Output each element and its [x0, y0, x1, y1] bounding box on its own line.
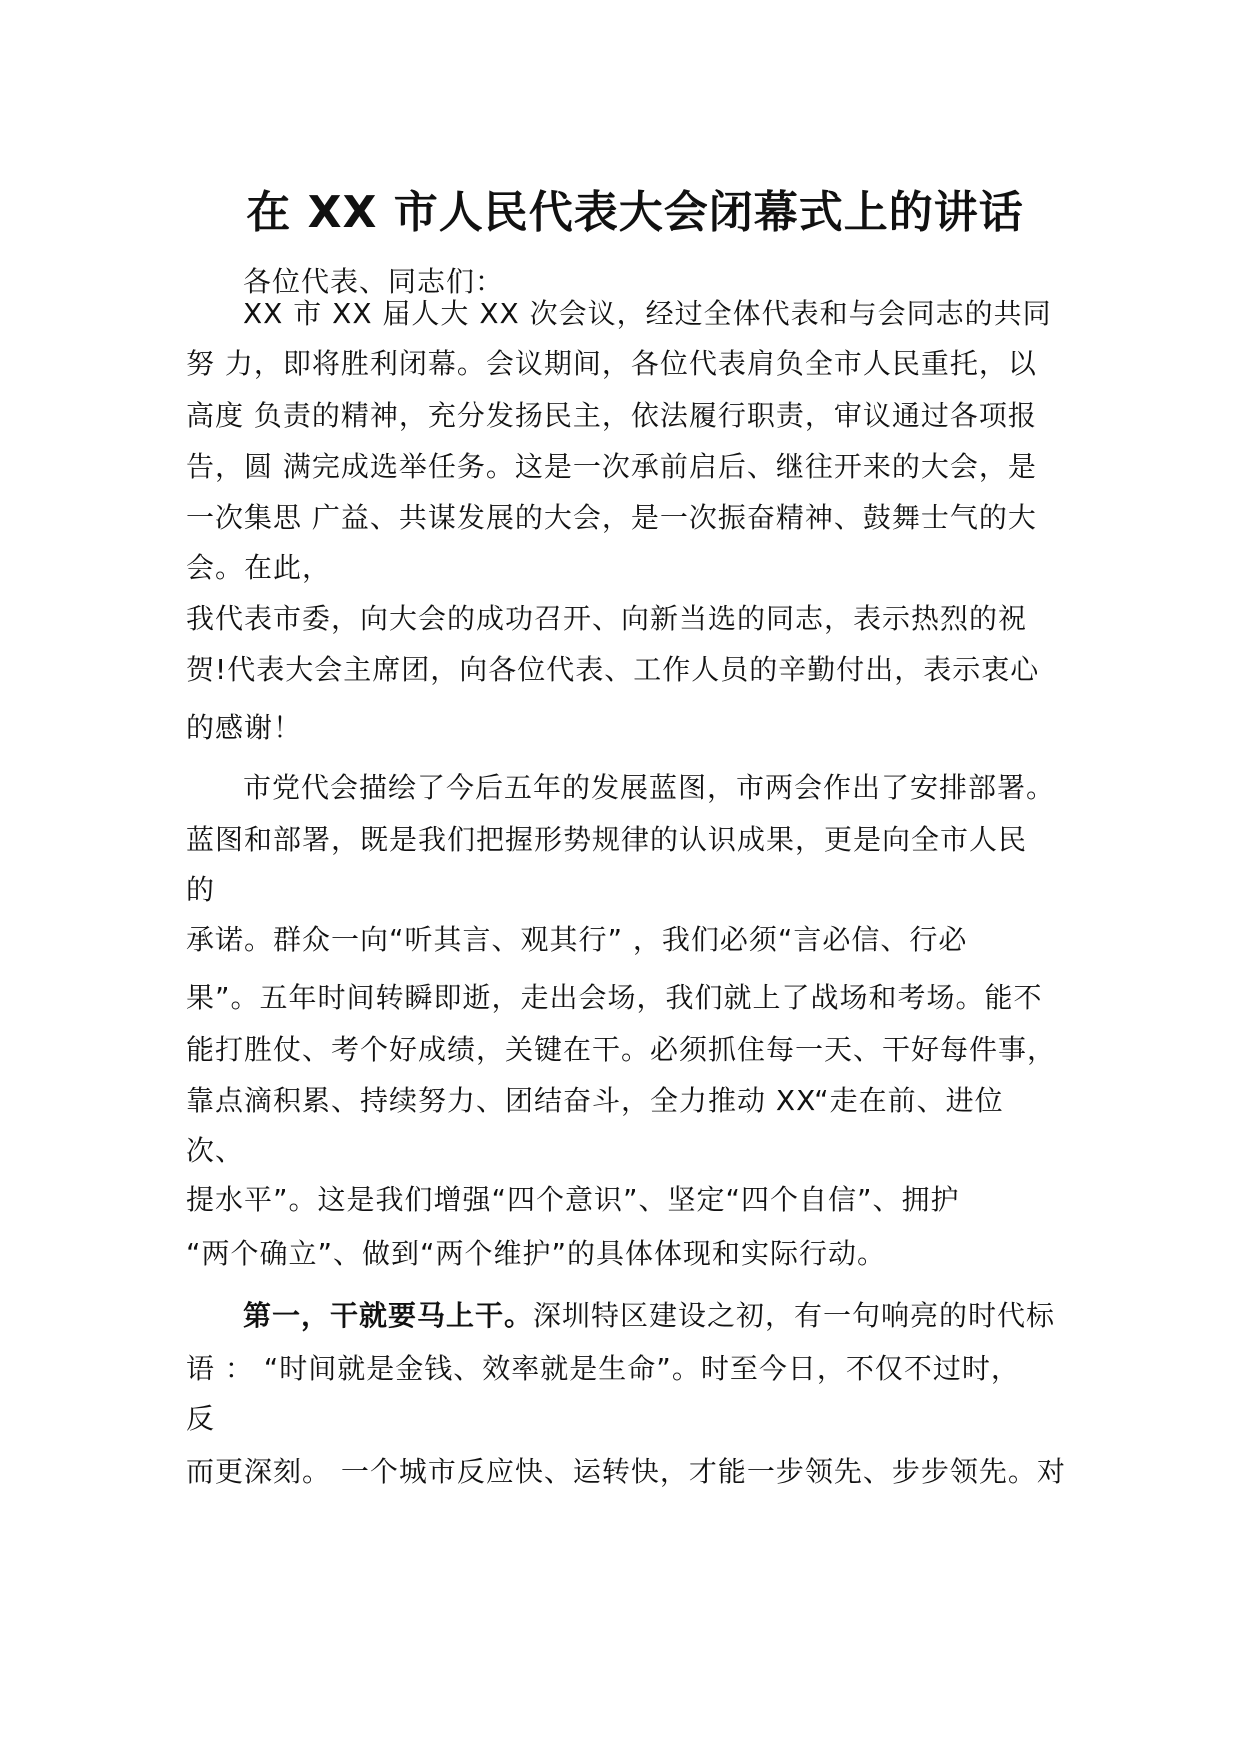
paragraph-line: 我代表市委，向大会的成功召开、向新当选的同志，表示热烈的祝: [186, 602, 1028, 635]
section-heading: 第一，干就要马上干。: [243, 1299, 534, 1332]
paragraph-line: 努 力，即将胜利闭幕。会议期间，各位代表肩负全市人民重托，以: [186, 347, 1037, 380]
paragraph-line: 贺!代表大会主席团，向各位代表、工作人员的辛勤付出，表示衷心: [186, 653, 1040, 686]
paragraph-line: 告，圆 满完成选举任务。这是一次承前启后、继往开来的大会，是: [186, 450, 1037, 483]
paragraph-line: 而更深刻。 一个城市反应快、运转快，才能一步领先、步步领先。对: [186, 1455, 1066, 1488]
paragraph-line: 提水平”。这是我们增强“四个意识”、坚定“四个自信”、拥护: [186, 1183, 960, 1216]
paragraph-line: 靠点滴积累、持续努力、团结奋斗，全力推动 XX“走在前、进位: [186, 1084, 1004, 1117]
page-title: 在 XX 市人民代表大会闭幕式上的讲话: [246, 187, 1024, 238]
paragraph-line: 高度 负责的精神，充分发扬民主，依法履行职责，审议通过各项报: [186, 399, 1037, 432]
paragraph-line: 次、: [186, 1134, 245, 1167]
paragraph-line: XX 市 XX 届人大 XX 次会议，经过全体代表和与会同志的共同: [243, 297, 1052, 330]
paragraph-line: “两个确立”、做到“两个维护”的具体体现和实际行动。: [186, 1237, 887, 1270]
paragraph-line: 的: [186, 873, 216, 906]
paragraph-line: 一次集思 广益、共谋发展的大会，是一次振奋精神、鼓舞士气的大: [186, 501, 1037, 534]
paragraph-line: 会。在此，: [186, 551, 332, 584]
paragraph-line: 反: [186, 1402, 216, 1435]
paragraph-line: 蓝图和部署，既是我们把握形势规律的认识成果，更是向全市人民: [186, 823, 1028, 856]
paragraph-text: 深圳特区建设之初，有一句响亮的时代标: [533, 1299, 1056, 1332]
paragraph-line: 语 ： “时间就是金钱、效率就是生命”。时至今日，不仅不过时，: [186, 1352, 1020, 1385]
paragraph-line: 能打胜仗、考个好成绩，关键在干。必须抓住每一天、干好每件事，: [186, 1033, 1057, 1066]
paragraph-line: 的感谢！: [186, 711, 303, 744]
paragraph-line: 果”。五年时间转瞬即逝，走出会场，我们就上了战场和考场。能不: [186, 981, 1043, 1014]
paragraph-line: [243, 1294, 1055, 1334]
paragraph-line: 市党代会描绘了今后五年的发展蓝图，市两会作出了安排部署。: [243, 771, 1056, 804]
salutation: 各位代表、同志们：: [243, 265, 505, 298]
paragraph-line: 承诺。群众一向“听其言、观其行” ，我们必须“言必信、行必: [186, 923, 968, 956]
